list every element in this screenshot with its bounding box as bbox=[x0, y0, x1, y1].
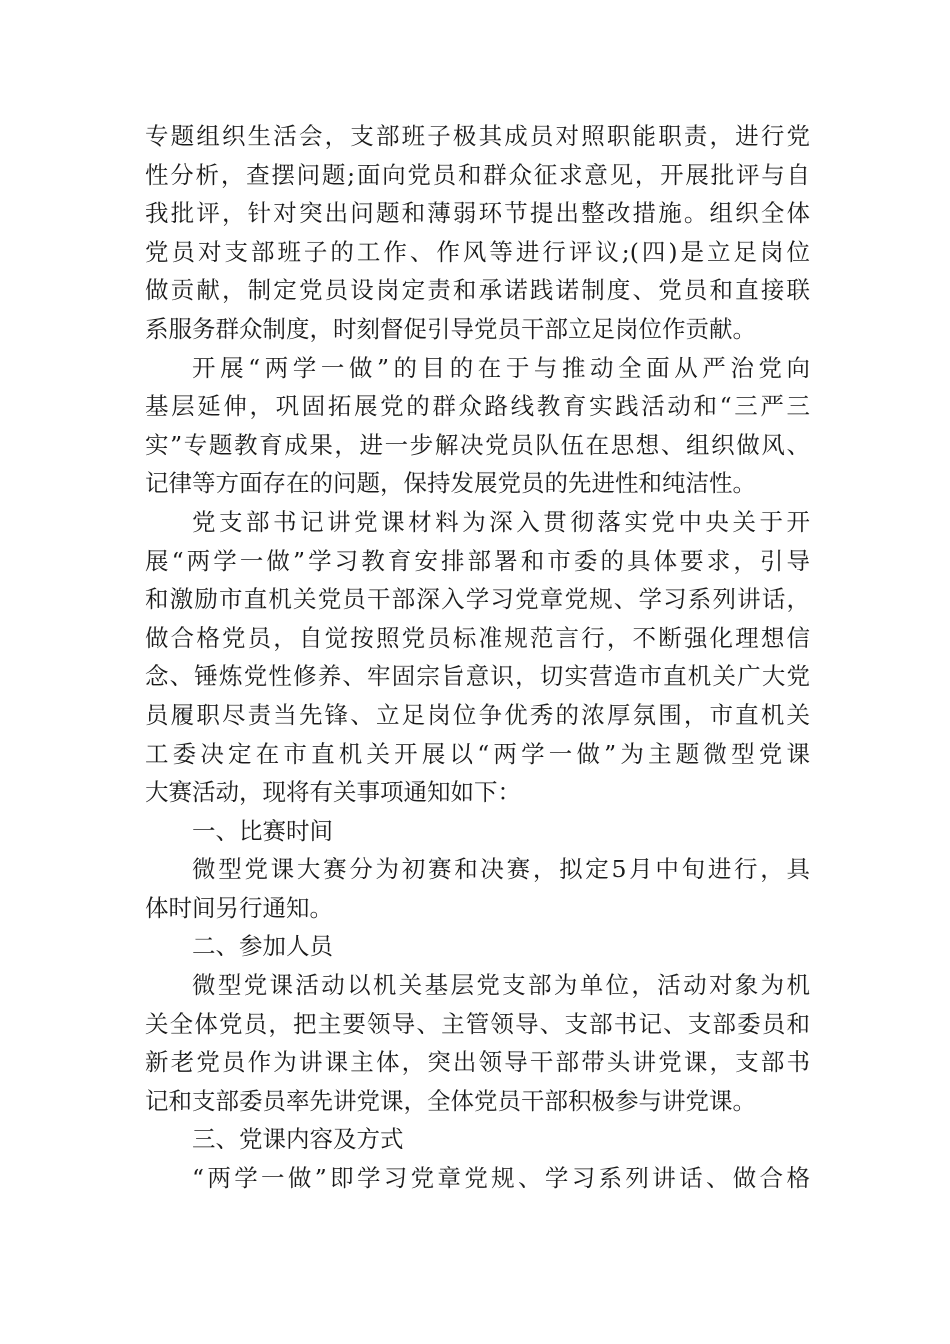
paragraph-first-line: 开展“两学一做”的目的在于与推动全面从严治党向 bbox=[192, 353, 810, 382]
text-line: 体时间另行通知。 bbox=[145, 893, 333, 922]
text-line: 工委决定在市直机关开展以“两学一做”为主题微型党课 bbox=[145, 739, 810, 768]
text-line: 做贡献，制定党员设岗定责和承诺践诺制度、党员和直接联 bbox=[145, 276, 810, 305]
text-line: 大赛活动，现将有关事项通知如下： bbox=[145, 778, 521, 807]
text-line: 关全体党员，把主要领导、主管领导、支部书记、支部委员和 bbox=[145, 1009, 810, 1038]
text-line: 系服务群众制度，时刻督促引导党员干部立足岗位作贡献。 bbox=[145, 314, 756, 343]
paragraph-first-line: 微型党课大赛分为初赛和决赛，拟定5月中旬进行，具 bbox=[192, 855, 810, 884]
text-line: 记律等方面存在的问题，保持发展党员的先进性和纯洁性。 bbox=[145, 469, 756, 498]
text-line: 我批评，针对突出问题和薄弱环节提出整改措施。组织全体 bbox=[145, 199, 810, 228]
text-line: 员履职尽责当先锋、立足岗位争优秀的浓厚氛围，市直机关 bbox=[145, 700, 810, 729]
text-line: 党员对支部班子的工作、作风等进行评议;(四)是立足岗位 bbox=[145, 237, 810, 266]
text-line: 记和支部委员率先讲党课，全体党员干部积极参与讲党课。 bbox=[145, 1086, 756, 1115]
text-line: 新老党员作为讲课主体，突出领导干部带头讲党课，支部书 bbox=[145, 1048, 810, 1077]
paragraph-first-line: 党支部书记讲党课材料为深入贯彻落实党中央关于开 bbox=[192, 507, 810, 536]
paragraph-first-line: “两学一做”即学习党章党规、学习系列讲话、做合格 bbox=[192, 1164, 810, 1193]
text-line: 和激励市直机关党员干部深入学习党章党规、学习系列讲话， bbox=[145, 585, 810, 614]
text-line: 展“两学一做”学习教育安排部署和市委的具体要求，引导 bbox=[145, 546, 810, 575]
text-line: 做合格党员，自觉按照党员标准规范言行，不断强化理想信 bbox=[145, 623, 810, 652]
text-line: 实”专题教育成果，进一步解决党员队伍在思想、组织做风、 bbox=[145, 430, 810, 459]
document-page bbox=[145, 117, 810, 1198]
section-heading: 三、党课内容及方式 bbox=[192, 1125, 404, 1154]
section-heading: 二、参加人员 bbox=[192, 932, 333, 961]
text-line: 性分析，查摆问题;面向党员和群众征求意见，开展批评与自 bbox=[145, 160, 810, 189]
text-line: 念、锤炼党性修养、牢固宗旨意识，切实营造市直机关广大党 bbox=[145, 662, 810, 691]
text-line: 基层延伸，巩固拓展党的群众路线教育实践活动和“三严三 bbox=[145, 392, 810, 421]
section-heading: 一、比赛时间 bbox=[192, 816, 333, 845]
paragraph-first-line: 微型党课活动以机关基层党支部为单位，活动对象为机 bbox=[192, 971, 810, 1000]
text-line: 专题组织生活会，支部班子极其成员对照职能职责，进行党 bbox=[145, 122, 810, 150]
